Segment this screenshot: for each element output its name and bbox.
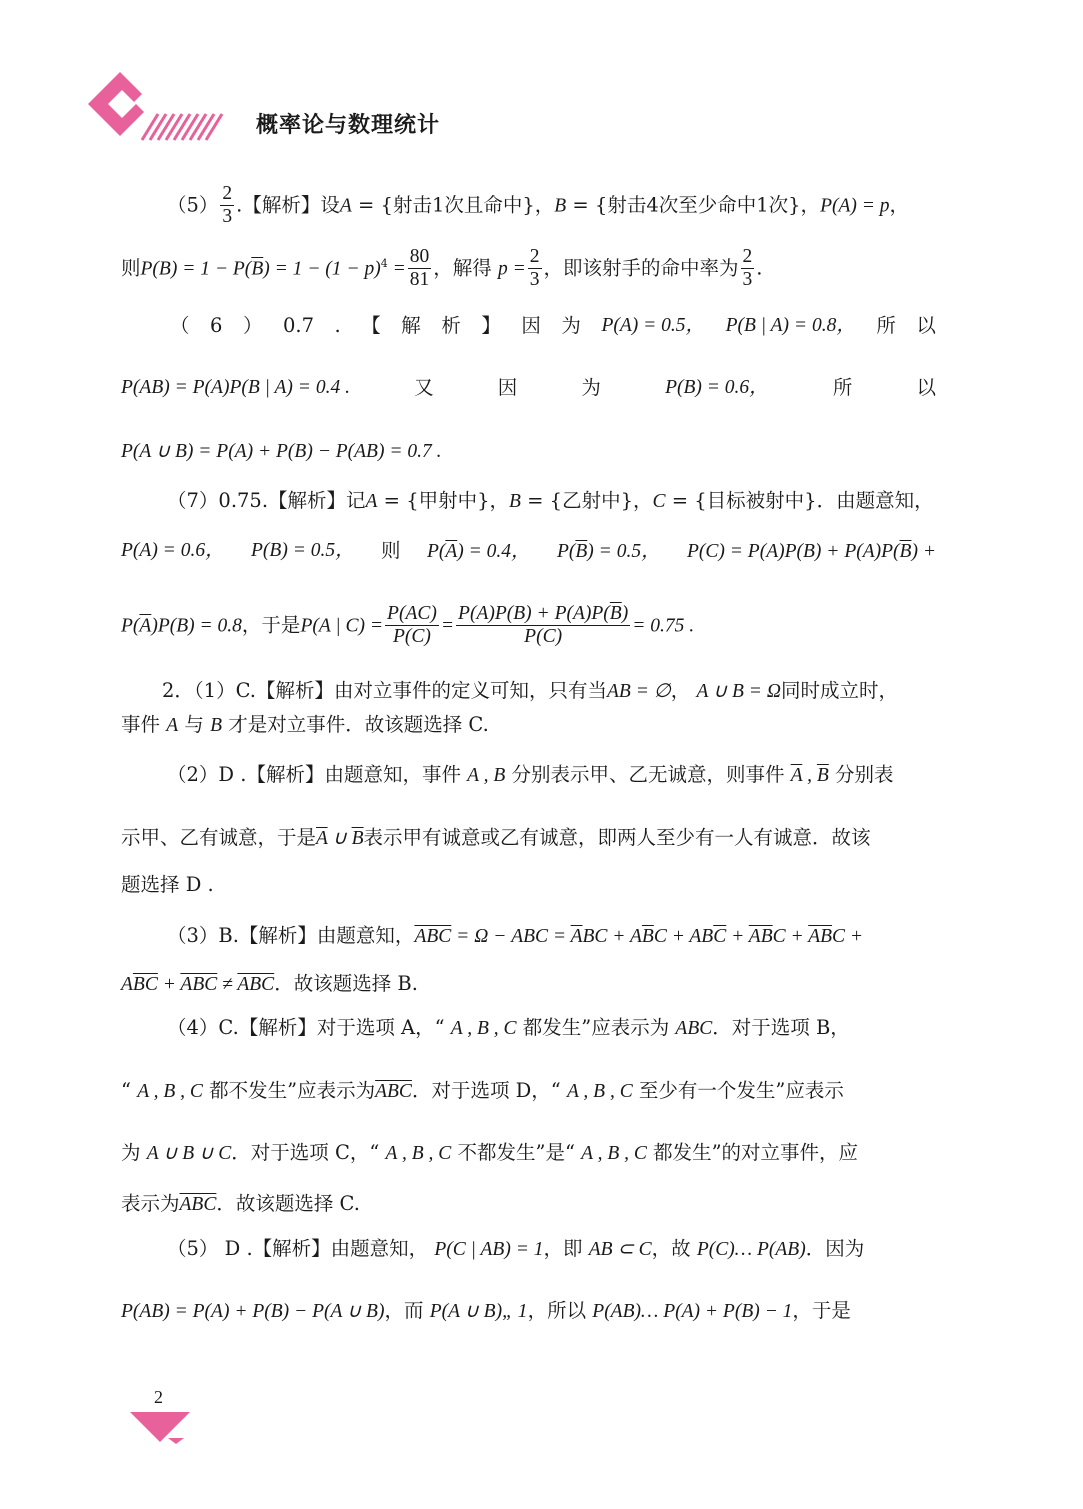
- header-diamond-logo: [88, 68, 228, 148]
- text-line: $A\overline{BC} + \overline{ABC} \ne \overline{ABC}$．故该题选择 B.: [121, 972, 418, 995]
- fraction: $\frac{2}{3}$: [222, 183, 233, 228]
- text-line: P(AB) = P(A)P(B | A) = 0.4 . 又 因 为 P(B) = 0.6， 所 以: [121, 376, 936, 399]
- text-line: 2．（1）C.【解析】由对立事件的定义可知，只有当AB = ∅， A ∪ B = Ω同时成立时，: [162, 679, 898, 702]
- fraction: $\frac{2}{3}$: [742, 246, 753, 291]
- page-number: 2: [154, 1387, 163, 1407]
- text-line: （5） $\frac{2}{3}$ .【解析】设A = {射击1次且命中}，B = {射击4次至少命中1次}，P(A) = p，: [167, 183, 910, 228]
- text-line: P(A ∪ B) = P(A) + P(B) − P(AB) = 0.7 .: [121, 441, 442, 462]
- text-line: 为 A ∪ B ∪ C．对于选项 C，“ A , B , C 不都发生”是“ A , B , C 都发生”的对立事件，应: [121, 1141, 859, 1164]
- text-line: （5） D .【解析】由题意知， P(C | AB) = 1，即 AB ⊂ C，故 P(C)… P(AB)．因为: [167, 1237, 865, 1260]
- book-title: 概率论与数理统计: [256, 113, 441, 138]
- text-line: 则$P(B) = 1 - P(\overline{B}) = 1 - (1 - p)^4$ = $\frac{80}{81}$ ，解得 p = $\frac{2}{3}$ ，即该射手的命中率为 $\frac{2}{3}$ .: [121, 246, 763, 291]
- text-line: $P(\overline{A})P(B) = 0.8$，于是P(A | C) = $\frac{P(AC)}{P(C)}$ = $\frac{P(A)P(B) + P(A)P(\overline{B})}{P(C)}$ = 0.75 .: [121, 603, 695, 648]
- text-line: P(A) = 0.6， P(B) = 0.5， 则 $P(\overline{A}) = 0.4$， $P(\overline{B}) = 0.5$， $P(C) = P(A)P(B) + P(A)P(\overline{B})$ +: [121, 539, 936, 562]
- text-line: 表示为$\overline{ABC}$．故该题选择 C.: [121, 1192, 360, 1215]
- text-line: （3）B.【解析】由题意知，$\overline{ABC} = \Omega$ − ABC = $\overline{A}BC + A\overline{B}C + AB\overline{C} + \overline{AB}C + \overline{A}\overline{B}C$ +: [167, 924, 864, 947]
- fraction: $\frac{P(A)P(B) + P(A)P(\overline{B})}{P(C)}$: [458, 603, 629, 648]
- text-line: （2）D .【解析】由题意知，事件 A , B 分别表示甲、乙无诚意，则事件 $\overline{A}$ , $\overline{B}$ 分别表: [167, 763, 894, 786]
- text-line: （ 6 ） 0.7 . 【 解 析 】 因 为 P(A) = 0.5， P(B | A) = 0.8， 所 以: [170, 314, 936, 337]
- text-line: （7）0.75.【解析】记A = {甲射中}，B = {乙射中}，C = {目标被射中}．由题意知，: [167, 489, 934, 512]
- text-line: 题选择 D .: [121, 873, 214, 896]
- text-line: P(AB) = P(A) + P(B) − P(A ∪ B)，而 P(A ∪ B)„ 1，所以 P(AB)… P(A) + P(B) − 1，于是: [121, 1299, 851, 1322]
- fraction: $\frac{P(AC)}{P(C)}$: [387, 603, 437, 648]
- footer-triangle-decoration: [128, 1410, 192, 1446]
- fraction: $\frac{80}{81}$: [409, 246, 430, 291]
- text-line: （4）C.【解析】对于选项 A，“ A , B , C 都发生”应表示为 ABC．对于选项 B，: [167, 1016, 850, 1039]
- text-line: 示甲、乙有诚意，于是$\overline{A}$ ∪ $\overline{B}$表示甲有诚意或乙有诚意，即两人至少有一人有诚意．故该: [121, 826, 871, 849]
- fraction: $\frac{2}{3}$: [529, 246, 540, 291]
- text-line: “ A , B , C 都不发生”应表示为$\overline{ABC}$．对于选项 D，“ A , B , C 至少有一个发生”应表示: [121, 1079, 844, 1102]
- text-line: 事件 A 与 B 才是对立事件．故该题选择 C.: [121, 713, 489, 736]
